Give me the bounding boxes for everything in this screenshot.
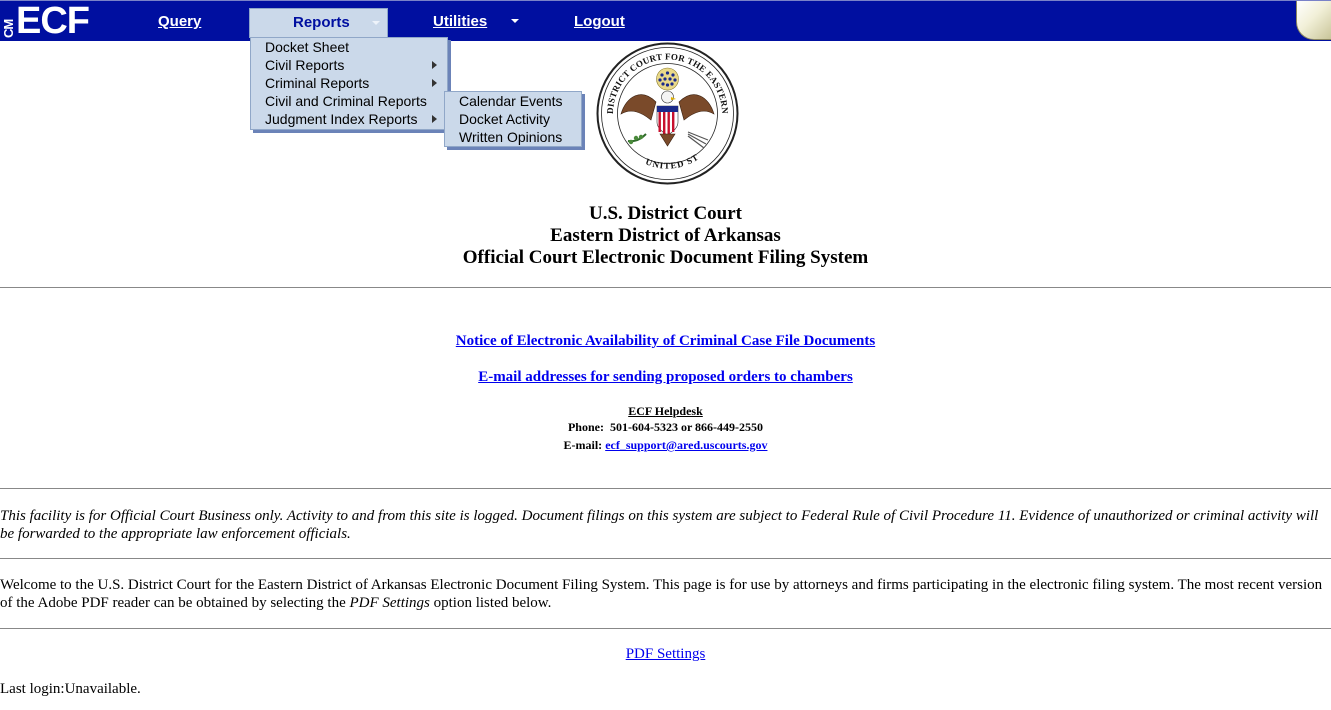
civil-criminal-submenu: [444, 91, 582, 147]
last-login-status: Last login:Unavailable.: [0, 681, 141, 697]
court-name-heading: U.S. District Court: [588, 203, 743, 224]
menu-item-criminal-reports[interactable]: [251, 74, 447, 92]
nav-reports-label: Reports: [293, 14, 350, 31]
pdf-settings-link[interactable]: PDF Settings: [625, 646, 706, 662]
system-heading: Official Court Electronic Document Filing System: [462, 247, 869, 268]
nav-reports[interactable]: [249, 8, 388, 38]
menu-item-label: Written Opinions: [459, 129, 563, 145]
menu-item-civil-reports[interactable]: [251, 56, 447, 74]
helpdesk-email: [0, 438, 1331, 453]
nav-utilities-label: Utilities: [433, 13, 488, 30]
court-seal: [596, 42, 739, 185]
helpdesk-email-link[interactable]: ecf_support@ared.uscourts.gov: [605, 438, 768, 452]
menu-item-calendar-events[interactable]: [445, 92, 581, 110]
official-business-notice: This facility is for Official Court Business only. Activity to and from this site is logged. Document filings on this system are subject to Federal Rule of Civil Procedure 11. Evidence of unauthorized or criminal activity will be forwarded to the appropriate law enforcement officials.: [0, 508, 1319, 542]
menu-item-label: Civil Reports: [265, 57, 345, 73]
chevron-right-icon: [432, 115, 437, 123]
nav-query-label: Query: [158, 13, 202, 30]
helpdesk-phone: [0, 420, 1331, 435]
emails-link-row: [0, 369, 1331, 386]
divider: [0, 488, 1331, 489]
pdf-settings-row: [0, 646, 1331, 663]
chevron-right-icon: [432, 61, 437, 69]
menu-item-judgment-index-reports[interactable]: [251, 110, 447, 128]
menu-item-label: Civil and Criminal Reports: [265, 93, 427, 109]
nav-logout[interactable]: [574, 13, 625, 30]
email-label: E-mail:: [563, 438, 603, 452]
chambers-email-link[interactable]: E-mail addresses for sending proposed orders to chambers: [478, 369, 853, 385]
chevron-down-icon: [372, 21, 380, 25]
svg-text:DISTRICT COURT FOR THE EASTERN: DISTRICT COURT FOR THE EASTERN: [604, 51, 731, 115]
svg-text:UNITED STATES: UNITED ST: [644, 151, 701, 171]
page-curl-icon[interactable]: [1296, 1, 1331, 40]
nav-query[interactable]: [158, 13, 201, 30]
phone-number: 501-604-5323 or 866-449-2550: [609, 420, 764, 434]
menu-item-label: Docket Activity: [459, 111, 551, 127]
top-nav-bar: [0, 0, 1331, 41]
menu-item-docket-sheet[interactable]: [251, 38, 447, 56]
nav-utilities[interactable]: [433, 13, 487, 30]
logo-ecf-text: ECF: [16, 0, 89, 42]
divider: [0, 558, 1331, 559]
menu-item-label: Criminal Reports: [265, 75, 370, 91]
menu-item-docket-activity[interactable]: [445, 110, 581, 128]
divider: [0, 628, 1331, 629]
menu-item-label: Docket Sheet: [265, 39, 350, 55]
menu-item-written-opinions[interactable]: [445, 128, 581, 146]
logo-cm-text: CM: [1, 19, 16, 38]
menu-item-civil-and-criminal-reports[interactable]: [251, 92, 447, 110]
district-heading: Eastern District of Arkansas: [550, 225, 781, 246]
reports-menu: [250, 37, 448, 130]
phone-label: Phone:: [567, 420, 604, 434]
menu-item-label: Judgment Index Reports: [265, 111, 418, 127]
cmecf-logo[interactable]: [1, 0, 94, 42]
nav-logout-label: Logout: [574, 13, 625, 30]
divider: [0, 287, 1331, 288]
helpdesk-title: ECF Helpdesk: [628, 404, 703, 418]
welcome-paragraph: Welcome to the U.S. District Court for the Eastern District of Arkansas Electronic Document Filing System. This page is for use by attorneys and firms participating in the electronic filing system. The most recent version of the Adobe PDF reader can be obtained by selecting the PDF Settings option listed below.: [0, 577, 1323, 611]
chevron-right-icon: [432, 79, 437, 87]
notice-criminal-docs-link[interactable]: Notice of Electronic Availability of Criminal Case File Documents: [455, 333, 876, 349]
notice-link-row: [0, 333, 1331, 350]
menu-item-label: Calendar Events: [459, 93, 563, 109]
chevron-down-icon: [511, 19, 519, 23]
